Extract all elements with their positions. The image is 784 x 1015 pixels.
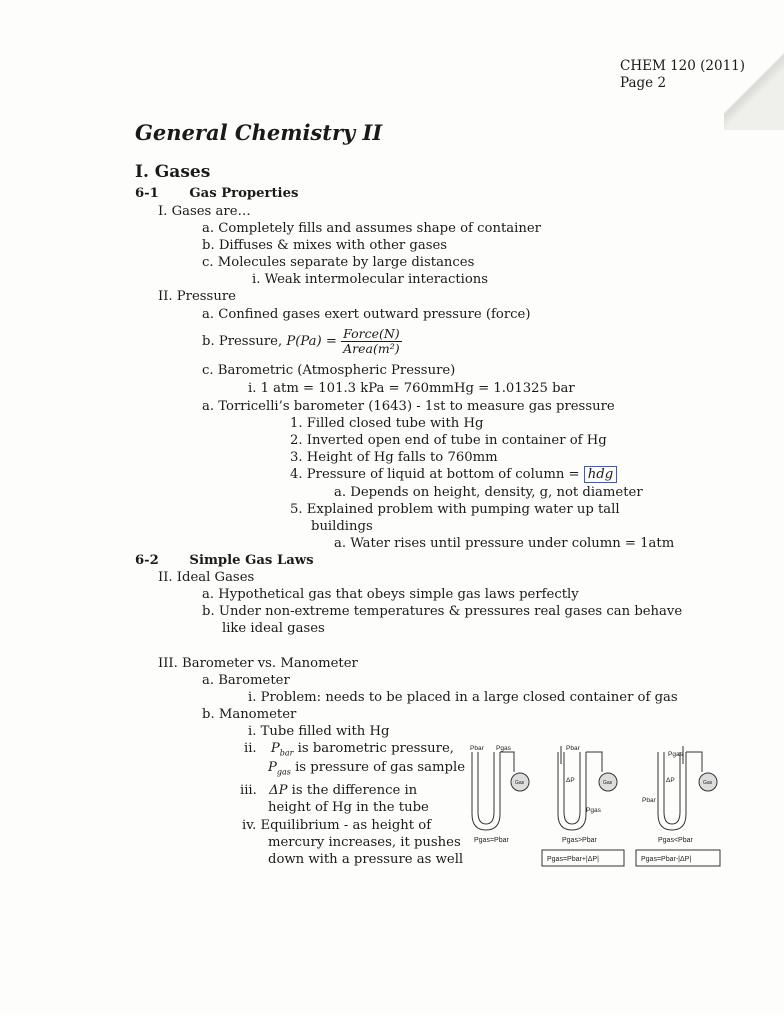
caption-greater: Pgas>Pbar [562, 837, 597, 844]
outline-item: 1. Filled closed tube with Hg [290, 416, 484, 431]
item-text: is barometric pressure, [297, 741, 454, 756]
outline-item: 2. Inverted open end of tube in container of Hg [290, 433, 607, 448]
outline-item: b. Manometer [202, 707, 297, 722]
subsection-number: 6-2 [135, 553, 159, 568]
outline-item [244, 741, 454, 762]
outline-item: i. Weak intermolecular interactions [252, 272, 489, 287]
outline-item: a. Completely fills and assumes shape of container [202, 221, 541, 236]
outline-item: buildings [311, 519, 373, 534]
outline-item: 5. Explained problem with pumping water up tall [290, 502, 620, 517]
gas-label: Gas [603, 780, 613, 786]
subsection-6-2 [135, 553, 314, 569]
label-pbar: Pbar [566, 745, 580, 752]
outline-item: a. Water rises until pressure under column = 1atm [334, 536, 675, 551]
outline-item: a. Depends on height, density, g, not diameter [334, 485, 643, 500]
outline-item [290, 467, 617, 483]
outline-item: II. Pressure [158, 289, 236, 304]
gas-label: Gas [515, 780, 525, 786]
outline-item: height of Hg in the tube [268, 800, 429, 815]
outline-item: mercury increases, it pushes [268, 835, 461, 850]
manometer-greater [558, 746, 617, 830]
gas-label: Gas [703, 780, 713, 786]
outline-item: c. Barometric (Atmospheric Pressure) [202, 363, 456, 378]
label-pgas: Pgas [496, 745, 511, 752]
symbol-delta-p: ΔP [269, 783, 288, 798]
symbol-pbar: $P_{bar}$ [270, 741, 294, 758]
page-header [620, 58, 745, 92]
item-text: is pressure of gas sample [295, 760, 466, 775]
formula-lhs: P(Pa) = [286, 334, 337, 349]
label-pbar: Pbar [470, 745, 484, 752]
course-code: CHEM 120 (2011) [620, 58, 746, 74]
label-pgas: Pgas [586, 807, 601, 814]
outline-item [240, 783, 417, 799]
hdg-equation: hdg [584, 466, 617, 483]
subsection-number: 6-1 [135, 186, 159, 201]
item-numeral: iii. [240, 783, 257, 798]
section-heading: I. Gases [135, 162, 211, 182]
outline-item: b. Under non-extreme temperatures & pressures real gases can behave [202, 604, 683, 619]
outline-item: iv. Equilibrium - as height of [242, 818, 432, 833]
outline-item: a. Confined gases exert outward pressure (force) [202, 307, 531, 322]
item-numeral: ii. [244, 741, 257, 756]
label-delta-p: ΔP [566, 777, 575, 784]
label-pbar: Pbar [642, 797, 656, 804]
subsection-title: Gas Properties [189, 186, 299, 201]
manometer-less [658, 746, 717, 830]
fraction [341, 327, 402, 356]
label-pgas: Pgas [668, 751, 683, 758]
outline-item: 3. Height of Hg falls to 760mm [290, 450, 498, 465]
formula-greater: Pgas=Pbar+|ΔP| [547, 856, 599, 863]
outline-item [268, 760, 465, 781]
fraction-denominator: Area(m²) [343, 341, 400, 356]
manometer-equal [472, 752, 529, 830]
outline-item: i. 1 atm = 101.3 kPa = 760mmHg = 1.01325 bar [248, 381, 575, 396]
manometer-diagram [462, 742, 734, 874]
item-text: is the difference in [291, 783, 418, 798]
pressure-formula [202, 324, 402, 360]
document-title: General Chemistry II [135, 120, 383, 145]
outline-item: i. Problem: needs to be placed in a large closed container of gas [248, 690, 678, 705]
outline-item: a. Hypothetical gas that obeys simple gas laws perfectly [202, 587, 579, 602]
outline-item: b. Diffuses & mixes with other gases [202, 238, 448, 253]
caption-equal: Pgas=Pbar [474, 837, 509, 844]
outline-item: down with a pressure as well [268, 852, 464, 867]
outline-item: a. Barometer [202, 673, 290, 688]
caption-less: Pgas<Pbar [658, 837, 693, 844]
formula-less: Pgas=Pbar-|ΔP| [641, 856, 692, 863]
outline-item: I. Gases are… [158, 204, 251, 219]
outline-item: i. Tube filled with Hg [248, 724, 390, 739]
label-delta-p: ΔP [666, 777, 675, 784]
symbol-pgas: $P_{gas}$ [268, 760, 291, 777]
subsection-title: Simple Gas Laws [189, 553, 314, 568]
outline-item: c. Molecules separate by large distances [202, 255, 475, 270]
item-text: 4. Pressure of liquid at bottom of column = [290, 467, 580, 482]
subsection-6-1 [135, 186, 298, 202]
formula-label: b. Pressure, [202, 334, 283, 349]
outline-item: a. Torricelli’s barometer (1643) - 1st to measure gas pressure [202, 399, 615, 414]
outline-item: II. Ideal Gases [158, 570, 255, 585]
fraction-numerator: Force(N) [343, 326, 400, 341]
page-number: Page 2 [620, 75, 667, 91]
outline-item: III. Barometer vs. Manometer [158, 656, 358, 671]
outline-item: like ideal gases [222, 621, 325, 636]
